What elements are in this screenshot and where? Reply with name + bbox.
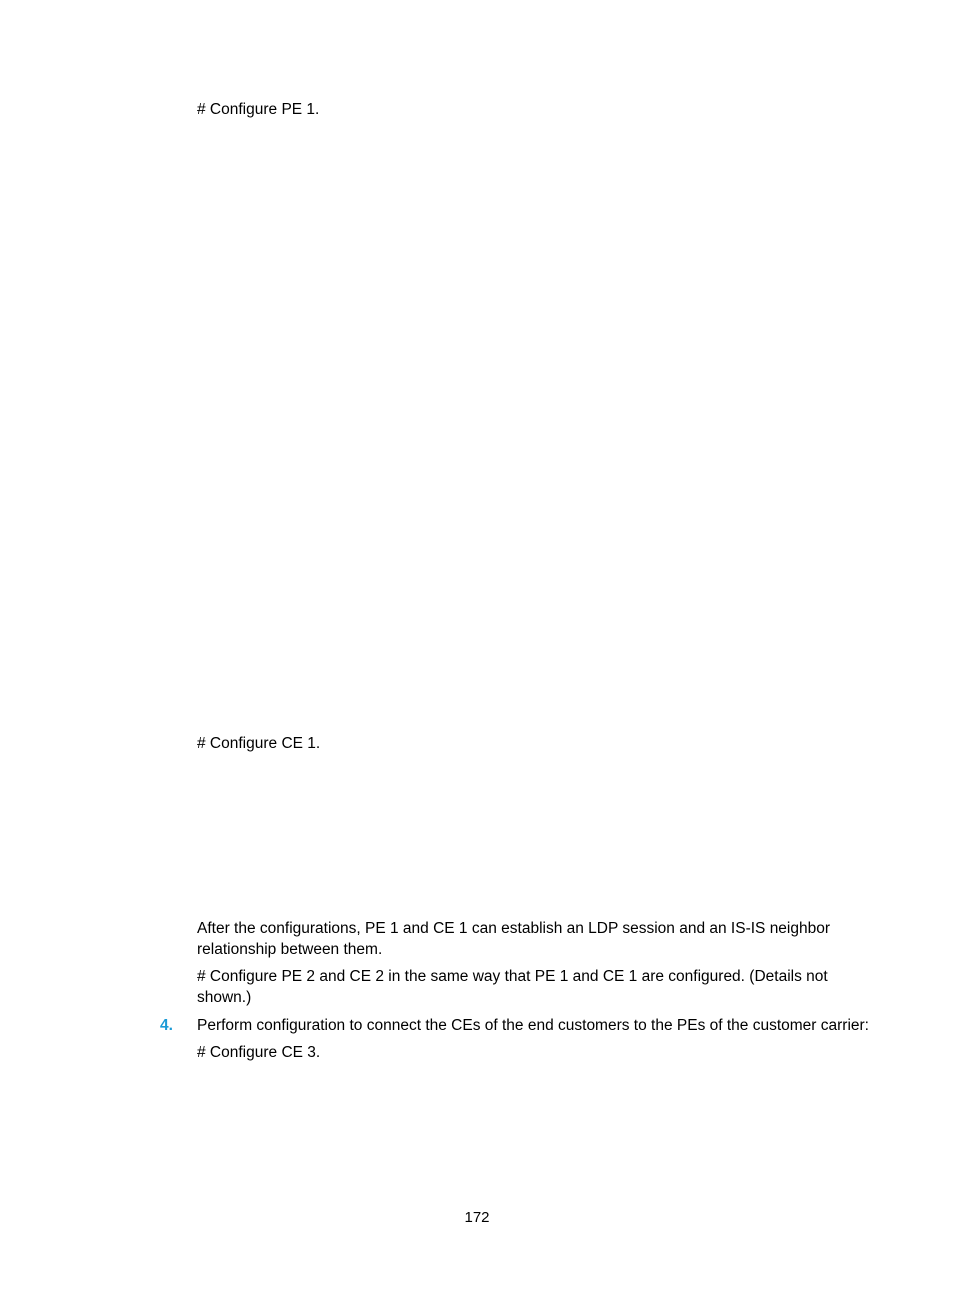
configure-pe1-heading: # Configure PE 1. [197,101,320,118]
configure-ce1-heading: # Configure CE 1. [197,735,321,752]
page-number: 172 [464,1209,490,1226]
configure-ce3-heading: # Configure CE 3. [197,1044,321,1061]
step-text: Perform configuration to connect the CEs of the end customers to the PEs of the customer carrier: [197,1017,869,1034]
configure-pe2-ce2-paragraph: # Configure PE 2 and CE 2 in the same way that PE 1 and CE 1 are configured. (Details not shown.) [197,968,828,1006]
step-number: 4. [160,1017,173,1034]
after-config-paragraph: After the configurations, PE 1 and CE 1 can establish an LDP session and an IS-IS neighbor relationship between them. [197,920,831,958]
